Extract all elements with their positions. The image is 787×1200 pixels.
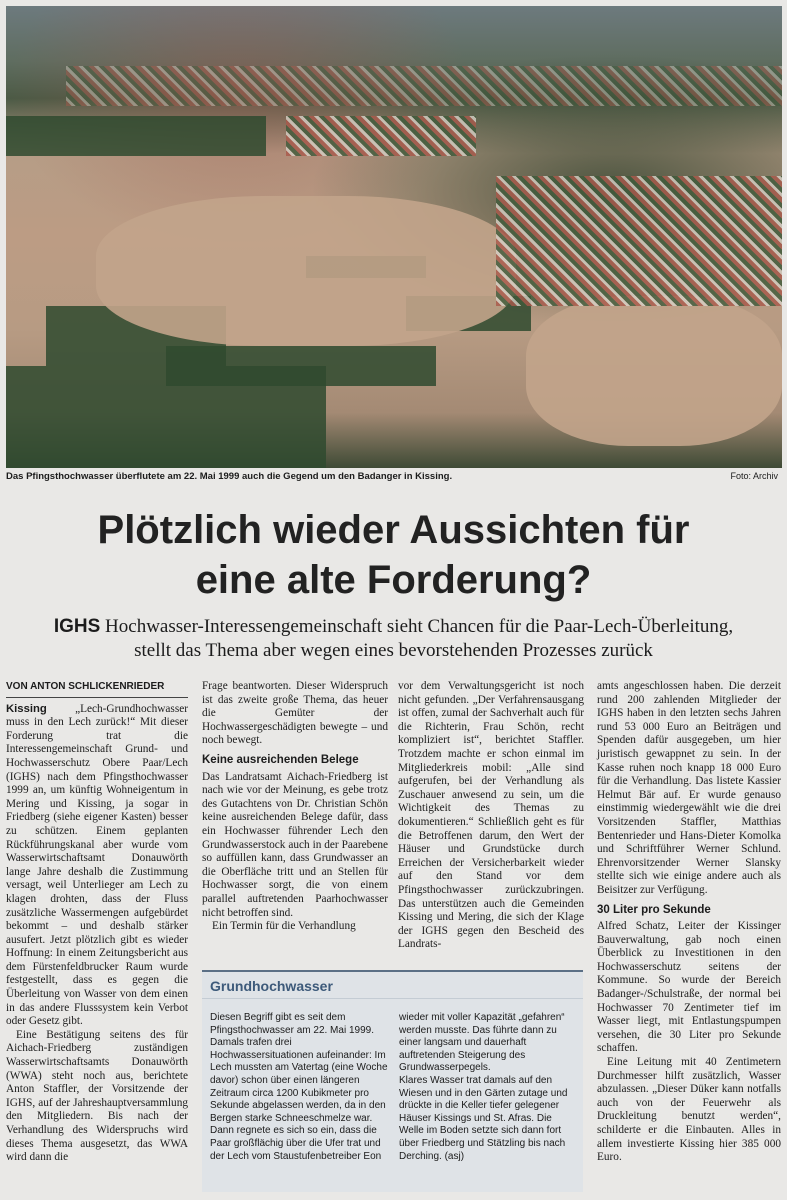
flood-aerial-photo <box>6 6 782 468</box>
info-box-left-text: Diesen Begriff gibt es seit dem Pfingsthochwasser am 22. Mai 1999. Damals trafen drei Hochwassersituationen aufeinander: Im Lech mussten am Vatertag (eine Woche davor) schon über einen längeren Zeitraum circa 1200 Kubikmeter pro Sekunde abgelassen werden, da in den Bergen starke Schneeschmelze war. Dann regnete es sich so ein, dass die Paar großflächig über die Ufer trat und der Lech vom Staustufenbetreiber Eon <box>210 1012 388 1162</box>
photo-caption <box>6 471 782 487</box>
article-subheadline <box>20 615 767 663</box>
column-3-paragraph-1: vor dem Verwaltungsgericht ist noch nicht gefunden. „Der Verfahrensausgang ist offen, zumal der Sachverhalt auch für die Richterin, Frau Schön, recht kompliziert ist“, berichtet Staffler. Trotzdem machte er schon einmal im Mitgliederkreis mobil: „Alle sind aufgerufen, bei der Verhandlung als Zuschauer anwesend zu sein, um die Wichtigkeit des Themas zu dokumentieren.“ Schließlich geht es für die Betroffenen darum, den Wert der Häuser und Grundstücke durch Erreichen der Versicherbarkeit wieder auf den Stand vor dem Pfingsthochwasser zurückzubringen. Das unterstützen auch die Gemeinden Kissing und Mering, die sich der Klage der IGHS gegen den Bescheid des Landrats- <box>398 680 584 951</box>
article-headline <box>20 505 767 605</box>
column-1-paragraph-1 <box>6 703 188 1029</box>
column-1-paragraph-1-text: „Lech-Grundhochwasser muss in den Lech zurück!“ Mit dieser Forderung trat die Interessengemeinschaft Grund- und Hochwasserschutz Obere Paar/Lech (IGHS) nach dem Pfingsthochwasser 1999 an, um künftig Wohneigentum in Mering und Kissing, ja sogar in Friedberg (siehe eigener Kasten) besser zu schützen. Einem geplanten Rückführungskanal aber wurde vom Wasserwirtschaftsamt Donauwörth lange Jahre deshalb die Zustimmung versagt, weil Unterlieger am Lech zu klagen drohten, dass der Fluss zusätzliche Wassermengen aufgebürdet bekommt – und deshalb stärker ausufert. Jetzt plötzlich gibt es wieder Hoffnung: In einem Zeitungsbericht aus dem Fürstenfeldbrucker Raum wurde festgestellt, dass es gegen die Überleitung von Wasser von dem einen in das andere Flusssystem kein Verbot oder Gesetz gibt. <box>6 702 188 1028</box>
column-1-paragraph-2: Eine Bestätigung seitens des für Aichach-Friedberg zuständigen Wasserwirtschaftsamts Donauwörth (WWA) steht noch aus, berichtete Anton Staffler, der Vorsitzende der IGHS, auf der Jahreshauptversammlung den Mitgliedern. Bis nach der Verhandlung des Widerspruchs wird dieses Thema ausgesetzt, das WWA wird dann die <box>6 1028 188 1164</box>
byline: VON ANTON SCHLICKENRIEDER <box>6 680 188 698</box>
section-heading-liter: 30 Liter pro Sekunde <box>597 903 711 916</box>
photo-credit: Foto: Archiv <box>730 471 778 481</box>
column-4-paragraph-1: amts angeschlossen haben. Die derzeit rund 200 zahlenden Mitglieder der IGHS haben in den letzten sechs Jahren rund 53 000 Euro an Beiträgen und Spenden dafür ausgegeben, um hier juristisch gewappnet zu sein. In der Kasse ruhen noch knapp 18 000 Euro für die Verhandlung. Das listete Kassier Helmut Bär auf. Er wurde genauso einstimmig wiedergewählt wie die drei Vorsitzenden Staffler, Matthias Bentenrieder und Hans-Dieter Komolka und Schriftführer Werner Schlund. Ehrenvorsitzender Werner Slansky stellte sich wie einige andere auch als Beisitzer zur Verfügung. <box>597 680 781 896</box>
column-2-paragraph-2: Das Landratsamt Aichach-Friedberg ist nach wie vor der Meinung, es gebe trotz des Gutachtens von Dr. Christian Schön keine ausreichenden Belege dafür, dass ein Hochwasser führender Lech den Grundwasserstock auch in der Paarebene so auffüllen kann, dass Grundwasser an die Oberfläche tritt und an Stellen für Hochwasser sorgt, die von einem parallel auftretenden Paarhochwasser nicht betroffen sind. <box>202 770 388 919</box>
subhead-line-1-text: Hochwasser-Interessengemeinschaft sieht Chancen für die Paar-Lech-Überleitung, <box>105 616 734 637</box>
info-box-right-text <box>399 1012 577 1163</box>
subhead-line-2: stellt das Thema aber wegen eines bevorstehenden Prozesses zurück <box>134 640 653 661</box>
column-4 <box>597 680 781 1165</box>
column-1 <box>6 680 188 1165</box>
info-box-grundhochwasser <box>202 970 583 1192</box>
headline-line-2: eine alte Forderung? <box>195 558 592 602</box>
section-heading-belege: Keine ausreichenden Belege <box>202 753 359 766</box>
column-2-paragraph-1: Frage beantworten. Dieser Widerspruch ist das zweite große Thema, das heuer die Gemüter der Hochwassergeschädigten bewegte – und noch bewegt. <box>202 680 388 747</box>
column-2 <box>202 680 388 934</box>
column-4-paragraph-3: Eine Leitung mit 40 Zentimetern Durchmesser hilft zusätzlich, Wasser abzulassen. „Dieser Düker kann notfalls auch von der Feuerwehr als Druckleitung benutzt werden“, schilderte er die Einbauten. Alles in allem investierte Kissing hier 385 000 Euro. <box>597 1056 781 1164</box>
headline-line-1: Plötzlich wieder Aussichten für <box>97 508 690 552</box>
subhead-kicker: IGHS <box>53 616 101 637</box>
info-box-title: Grundhochwasser <box>202 972 583 999</box>
column-2-paragraph-3: Ein Termin für die Verhandlung <box>212 920 356 933</box>
dateline: Kissing <box>6 702 47 715</box>
info-box-right-paragraph-1: wieder mit voller Kapazität „gefahren“ werden musste. Das führte dann zu einer langsam und dauerhaft auftretenden Steigerung des Grundwasserpegels. <box>399 1012 565 1074</box>
info-box-right-paragraph-2: Klares Wasser trat damals auf den Wiesen und in den Gärten zutage und drückte in die Keller tiefer gelegener Häuser Kissings und St. Afras. Die Welle im Boden setzte sich dann fort über Friedberg und Stätzling bis nach Derching. (asj) <box>399 1074 568 1162</box>
column-4-paragraph-2: Alfred Schatz, Leiter der Kissinger Bauverwaltung, gab noch einen Überblick zu Investitionen in den Hochwasserschutz seitens der Kommune. So wurde der Bereich Badanger-/Schulstraße, der normal bei Hochwasser 70 Zentimeter tief im Wasser liegt, mit Entlastungspumpen versehen, die 30 Liter pro Sekunde schaffen. <box>597 920 781 1055</box>
caption-text: Das Pfingsthochwasser überflutete am 22. Mai 1999 auch die Gegend um den Badanger in Kissing. <box>6 471 453 482</box>
column-3 <box>398 680 584 952</box>
subhead-line-1 <box>20 615 767 639</box>
